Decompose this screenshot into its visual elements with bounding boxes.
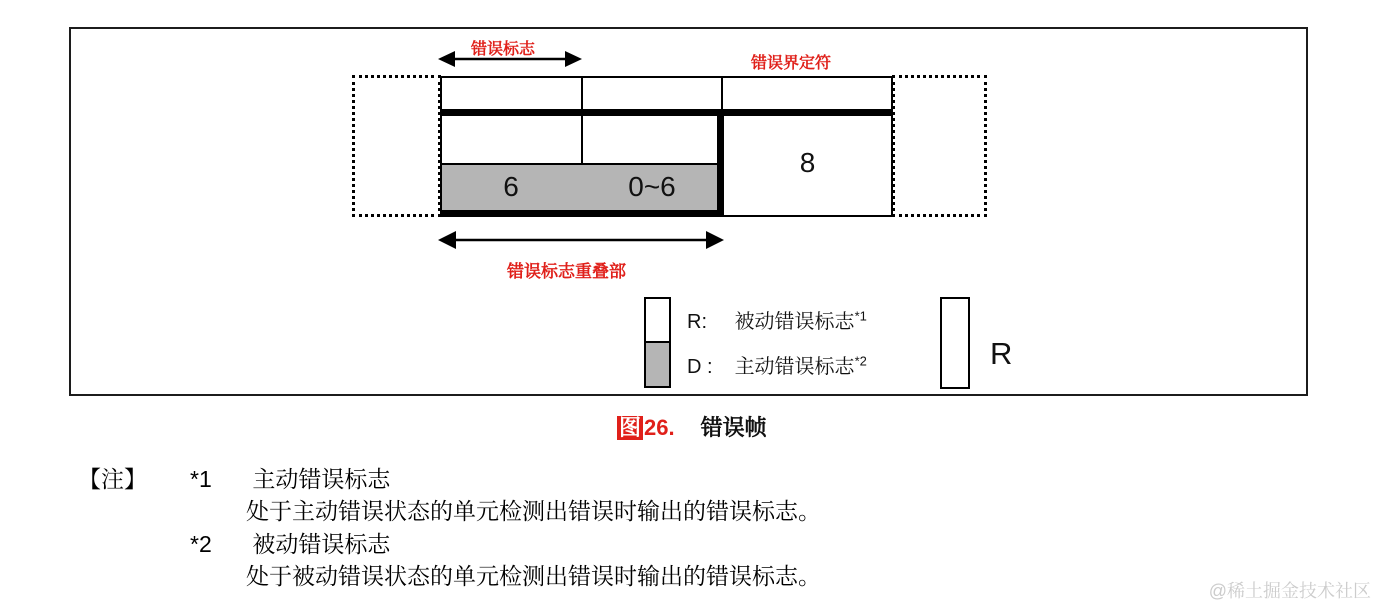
note-1-title: 主动错误标志 — [252, 466, 391, 492]
bus-level-box — [940, 297, 970, 389]
error-flag-label: 错误标志 — [471, 41, 536, 58]
note-2-description: 处于被动错误状态的单元检测出错误时输出的错误标志。 — [246, 563, 821, 589]
overlap-bit-count: 0~6 — [628, 171, 676, 202]
legend-recessive-footnote-ref: *1 — [854, 308, 867, 324]
error-flag-overlap-arrow-icon — [437, 229, 725, 251]
legend-recessive-label: 被动错误标志 — [734, 311, 855, 333]
watermark: @稀土掘金技术社区 — [1208, 581, 1371, 601]
notes-header: 【注】 — [78, 466, 147, 492]
legend-dominant-key: D : — [687, 356, 713, 378]
note-2-title-line — [190, 526, 390, 559]
legend-dominant-footnote-ref: *2 — [854, 353, 867, 369]
legend-recessive-key: R: — [687, 311, 707, 333]
delimiter-bit-count: 8 — [799, 147, 816, 178]
caption-figure-badge: 图 — [619, 415, 642, 440]
note-2-title: 被动错误标志 — [252, 531, 391, 557]
error-delimiter-label: 错误界定符 — [751, 55, 832, 72]
error-flag-bit-count: 6 — [503, 171, 519, 202]
legend-dominant-swatch — [644, 341, 671, 388]
left-dotted-box — [352, 75, 441, 217]
note-1-title-line — [190, 461, 390, 494]
legend-recessive-entry — [687, 305, 867, 334]
error-flag-overlap-label: 错误标志重叠部 — [507, 262, 626, 281]
caption-figure-number: 26. — [644, 415, 675, 440]
bus-level-symbol: R — [990, 336, 1013, 371]
column-divider-2 — [721, 76, 723, 112]
legend-recessive-swatch — [644, 297, 671, 343]
note-1-description: 处于主动错误状态的单元检测出错误时输出的错误标志。 — [246, 498, 821, 524]
figure-caption — [617, 411, 767, 442]
note-1-marker: *1 — [190, 466, 212, 492]
legend-dominant-entry — [687, 350, 867, 379]
legend-dominant-label: 主动错误标志 — [734, 356, 855, 378]
right-dotted-box — [892, 75, 987, 217]
caption-title: 错误帧 — [700, 415, 767, 440]
note-2-marker: *2 — [190, 531, 212, 557]
